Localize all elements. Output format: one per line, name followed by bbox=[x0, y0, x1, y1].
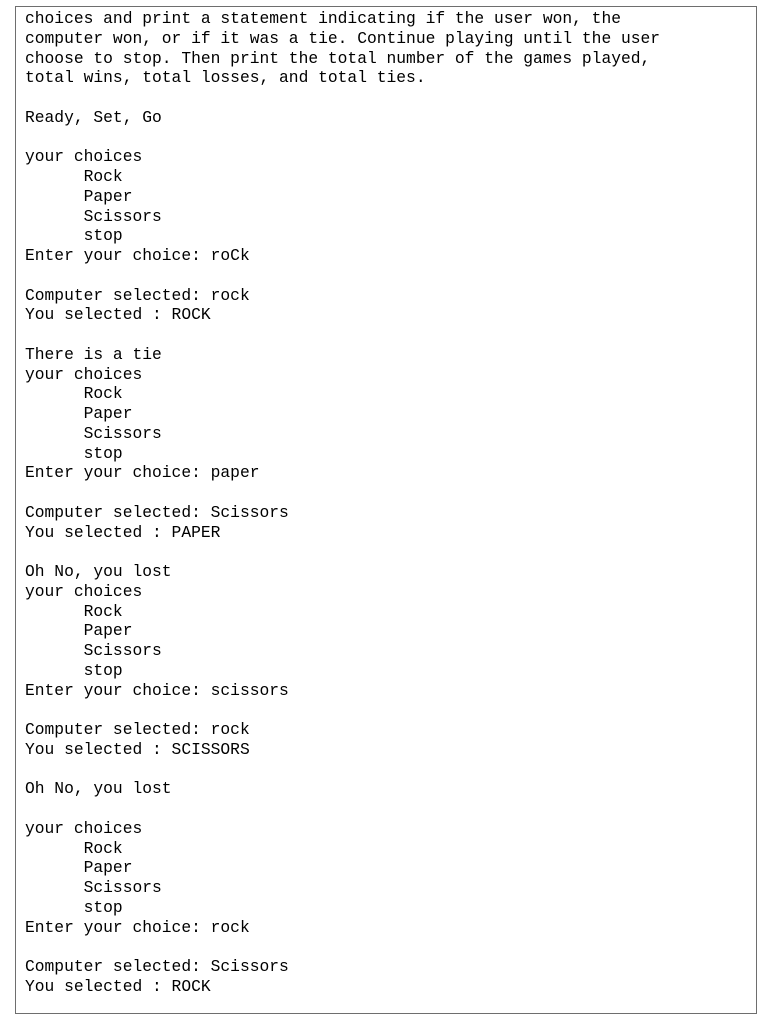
text-line: Scissors bbox=[25, 878, 162, 897]
text-line: total wins, total losses, and total ties. bbox=[25, 68, 426, 88]
document-frame bbox=[15, 6, 757, 1014]
text-line: Rock bbox=[25, 384, 123, 404]
text-line: stop bbox=[25, 660, 123, 680]
text-line: Computer selected: Scissors bbox=[25, 502, 289, 522]
text-line bbox=[25, 542, 756, 562]
text-line: Enter your choice: paper bbox=[25, 463, 260, 483]
text-line: There is a tie bbox=[25, 344, 162, 364]
text-line: Paper bbox=[25, 858, 133, 878]
text-line: stop bbox=[25, 226, 123, 246]
text-line: Rock bbox=[25, 167, 123, 186]
text-line: stop bbox=[25, 443, 123, 463]
text-line bbox=[25, 799, 756, 819]
text-line bbox=[25, 700, 756, 720]
text-line: your choices bbox=[25, 818, 143, 838]
text-line bbox=[25, 325, 756, 345]
text-line bbox=[25, 937, 756, 957]
text-line: Scissors bbox=[25, 423, 162, 443]
text-line: You selected : ROCK bbox=[25, 976, 211, 996]
text-line: Rock bbox=[25, 601, 123, 621]
text-line bbox=[25, 483, 756, 503]
text-line: Scissors bbox=[25, 206, 162, 226]
text-line: Rock bbox=[25, 838, 123, 858]
text-line: choose to stop. Then print the total number of the games played, bbox=[25, 48, 651, 68]
text-line: Ready, Set, Go bbox=[25, 107, 162, 127]
text-line: Oh No, you lost bbox=[25, 562, 172, 581]
text-line: Oh No, you lost bbox=[25, 779, 172, 799]
text-line: stop bbox=[25, 897, 123, 917]
text-line: your choices bbox=[25, 581, 143, 601]
text-line: Paper bbox=[25, 621, 133, 641]
text-line: Scissors bbox=[25, 641, 162, 660]
text-line: Enter your choice: rock bbox=[25, 917, 250, 937]
text-line: Computer selected: rock bbox=[25, 285, 250, 305]
text-line bbox=[25, 128, 756, 148]
console-output bbox=[16, 7, 756, 997]
text-line bbox=[25, 266, 756, 286]
text-line: your choices bbox=[25, 147, 143, 167]
text-line bbox=[25, 760, 756, 780]
text-line: your choices bbox=[25, 364, 143, 384]
text-line: choices and print a statement indicating if the user won, the bbox=[25, 9, 621, 28]
text-line: computer won, or if it was a tie. Continue playing until the user bbox=[25, 28, 661, 48]
text-line: Computer selected: Scissors bbox=[25, 957, 289, 976]
text-line bbox=[25, 88, 756, 108]
text-line: You selected : PAPER bbox=[25, 522, 221, 542]
text-line: Computer selected: rock bbox=[25, 720, 250, 739]
text-line: You selected : SCISSORS bbox=[25, 739, 250, 759]
text-line: Paper bbox=[25, 404, 133, 423]
text-line: You selected : ROCK bbox=[25, 305, 211, 325]
text-line: Enter your choice: scissors bbox=[25, 680, 289, 700]
text-line: Enter your choice: roCk bbox=[25, 246, 250, 265]
text-line: Paper bbox=[25, 186, 133, 206]
